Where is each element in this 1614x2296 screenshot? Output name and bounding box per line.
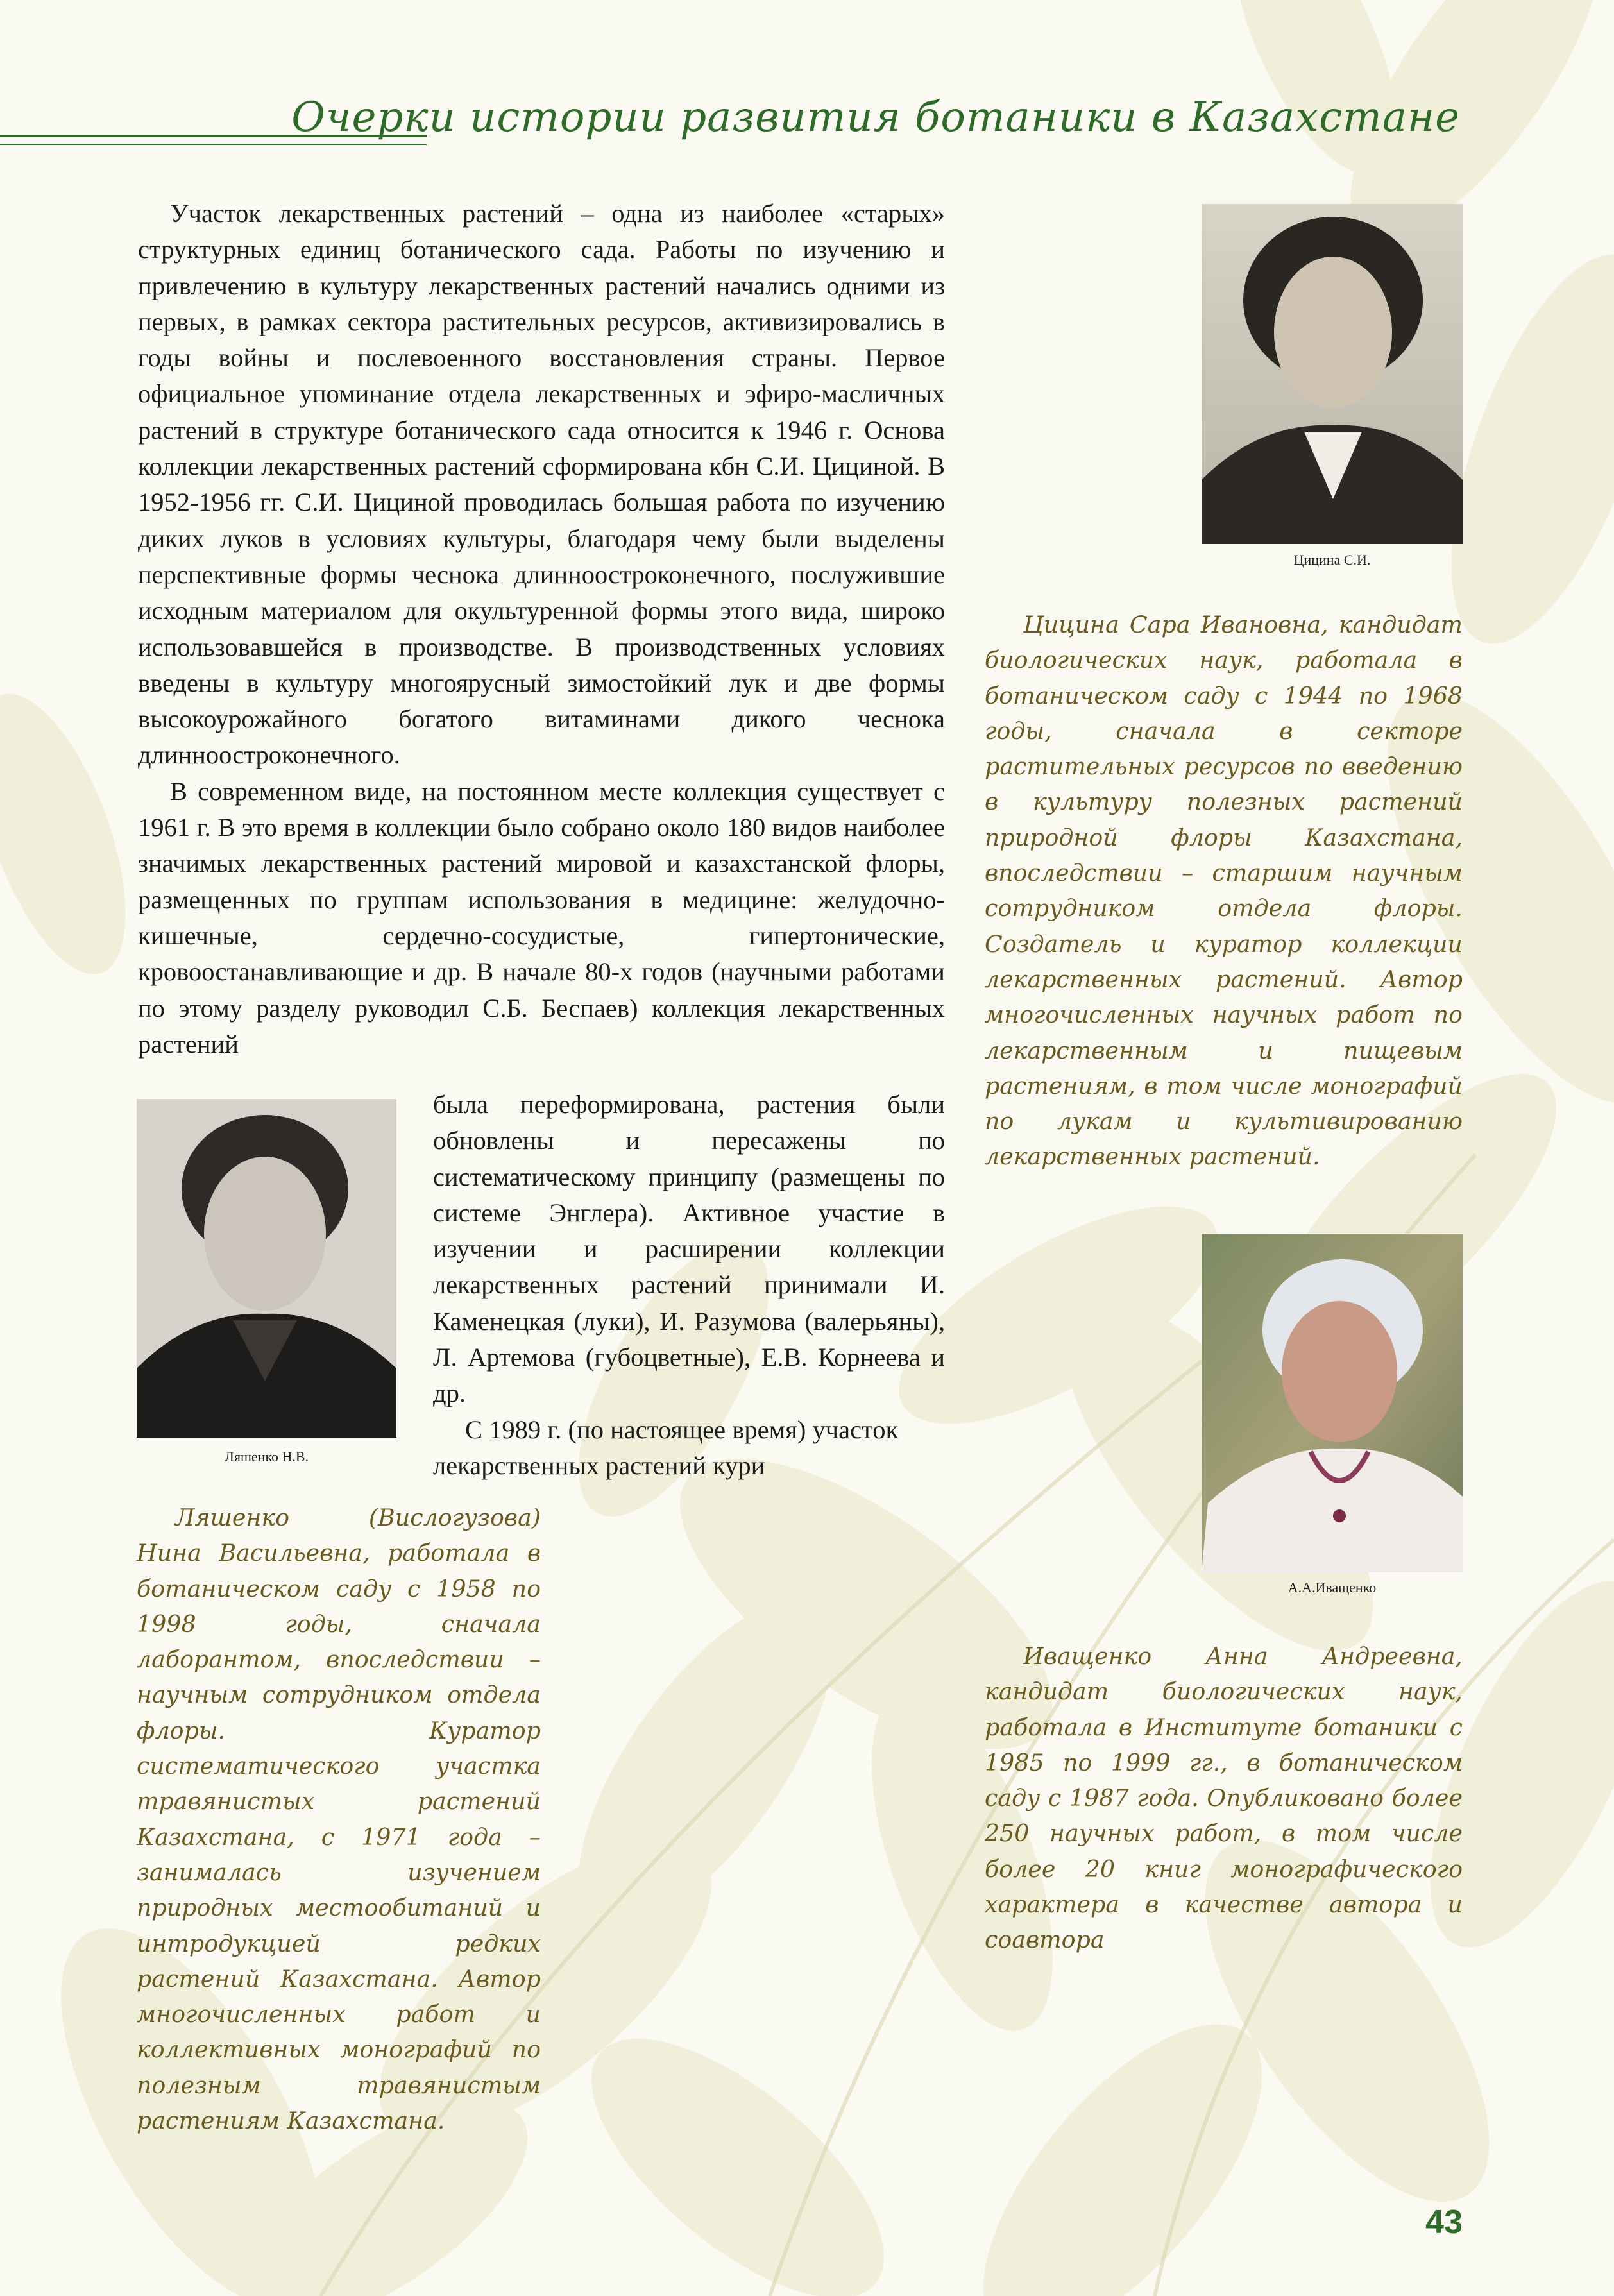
main-text-block-1 — [138, 196, 945, 1062]
page-number: 43 — [1425, 2204, 1463, 2241]
portrait-image — [1202, 1234, 1463, 1572]
caption-lyashenko: Ляшенко Н.В. — [224, 1449, 309, 1465]
photo-tsitsina — [1202, 204, 1463, 544]
paragraph-3: С 1989 г. (по настоящее время) участок лекарственных растений кури — [433, 1415, 899, 1480]
bio-tsitsina: Цицина Сара Ивановна, кандидат биологических наук, работала в ботаническом саду с 1944 по 1968 годы, сначала в секторе растительных ресурсов по введению в культуру полезных растений природной флоры Казахстана, впоследствии – старшим научным сотрудником отдела флоры. Создатель и куратор коллекции лекарственных растений. Автор многочисленных научных работ по лекарственным и пищевым растениям, в том числе монографий по лукам и культивированию лекарственных растений. — [985, 611, 1463, 1171]
bio-lyashenko: Ляшенко (Вислогузова) Нина Васильевна, работала в ботаническом саду с 1958 по 1998 годы, сначала лаборантом, впоследствии – научным сотрудником отдела флоры. Куратор систематического участка травянистых растений Казахстана, с 1971 года – занималась изучением природных местообитаний и интродукцией редких растений Казахстана. Автор многочисленных работ и коллективных монографий по полезным травянистым растениям Казахстана. — [137, 1504, 541, 2135]
paragraph-1: Участок лекарственных растений – одна из наиболее «старых» структурных единиц ботанического сада. Работы по изучению и привлечению в культуру лекарственных растений начались одними из первых, в рамках сектора растительных ресурсов, активизировались в годы войны и послевоенного восстановления страны. Первое официальное упоминание отдела лекарственных и эфиро-масличных растений в структуре ботанического сада относится к 1946 г. Основа коллекции лекарственных растений сформирована кбн С.И. Цициной. В 1952-1956 гг. С.И. Цициной проводилась большая работа по изучению диких луков в условиях культуры, благодаря чему были выделены перспективные формы чеснока длинноостроконечного, послужившие исходным материалом для окультуренной формы этого вида, широко использовавшейся в производстве. В производственных условиях введены в культуру многоярусный зимостойкий лук и две формы высокоурожайного богатого витаминами дикого чеснока длинноостроконечного. — [138, 199, 945, 770]
portrait-image — [137, 1099, 396, 1438]
photo-ivashchenko — [1202, 1234, 1463, 1572]
photo-lyashenko — [137, 1099, 396, 1438]
caption-ivashchenko: А.А.Иващенко — [1287, 1579, 1377, 1595]
paragraph-2: В современном виде, на постоянном месте коллекция существует с 1961 г. В это время в коллекции было собрано около 180 видов наиболее значимых лекарственных растений мировой и казахстанской флоры, размещенных по группам использования в медицине: желудочно-кишечные, сердечно-сосудистые, гипертонические, кровоостанавливающие и др. В начале 80-х годов (научными работами по этому разделу руководил С.Б. Беспаев) коллекция лекарственных растений — [138, 776, 945, 1059]
bio-ivashchenko: Иващенко Анна Андреевна, кандидат биологических наук, работала в Институте ботаники с 1985 по 1999 гг., в ботаническом саду с 1987 года. Опубликовано более 250 научных работ, в том числе более 20 книг монографического характера в качестве автора и соавтора — [985, 1642, 1463, 1954]
caption-tsitsina: Цицина С.И. — [1293, 552, 1371, 568]
header-rule-thin — [0, 144, 427, 145]
portrait-image — [1202, 204, 1463, 544]
main-text-block-2 — [433, 1087, 945, 1484]
paragraph-2-continued: была переформирована, растения были обновлены и пересажены по систематическому принципу (размещены по системе Энглера). Активное участие в изучении и расширении коллекции лекарственных растений принимали И. Каменецкая (луки), И. Разумова (валерьяны), Л. Артемова (губоцветные), Е.В. Корнеева и др. — [433, 1090, 945, 1408]
header-title: Очерки истории развития ботаники в Казахстане — [291, 94, 1460, 141]
